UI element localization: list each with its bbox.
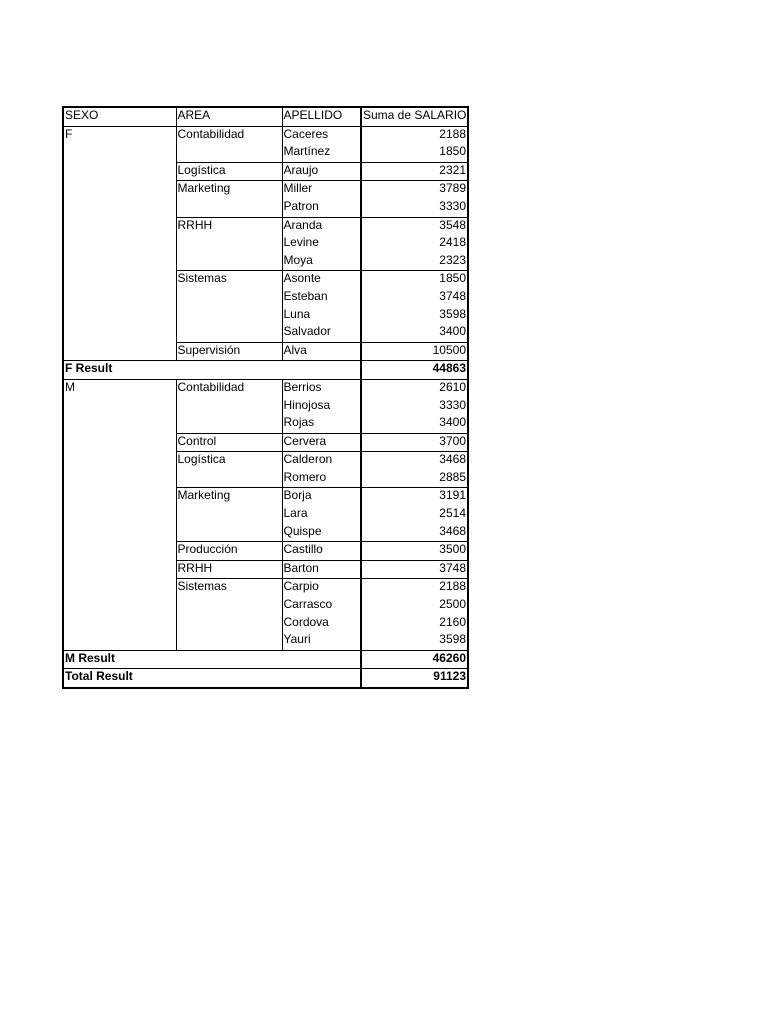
- salario-cell: 3598: [361, 632, 468, 650]
- header-row: [63, 107, 468, 126]
- table-row: [63, 271, 468, 289]
- sexo-cell: [63, 470, 176, 488]
- grand-total-value: 91123: [361, 669, 468, 688]
- table-row: [63, 253, 468, 271]
- table-row: [63, 470, 468, 488]
- sexo-cell: [63, 632, 176, 650]
- salario-cell: 3748: [361, 560, 468, 579]
- salario-cell: 3548: [361, 217, 468, 235]
- table-row: [63, 615, 468, 633]
- salario-cell: 2610: [361, 379, 468, 397]
- sexo-cell: [63, 144, 176, 162]
- salario-cell: 2500: [361, 597, 468, 615]
- table-row: [63, 126, 468, 144]
- table-row: [63, 579, 468, 597]
- apellido-cell: Berrios: [282, 379, 361, 397]
- apellido-cell: Castillo: [282, 542, 361, 561]
- apellido-cell: Moya: [282, 253, 361, 271]
- sexo-cell: [63, 524, 176, 542]
- sexo-cell: [63, 253, 176, 271]
- apellido-cell: Quispe: [282, 524, 361, 542]
- area-cell: Marketing: [176, 488, 282, 506]
- salario-cell: 3468: [361, 452, 468, 470]
- salario-cell: 3330: [361, 199, 468, 217]
- table-row: [63, 324, 468, 342]
- pivot-body: [63, 107, 468, 688]
- apellido-cell: Carpio: [282, 579, 361, 597]
- header-sexo: SEXO: [63, 107, 176, 126]
- table-row: [63, 235, 468, 253]
- area-cell: Sistemas: [176, 271, 282, 289]
- apellido-cell: Miller: [282, 181, 361, 199]
- table-row: [63, 506, 468, 524]
- sexo-cell: [63, 415, 176, 433]
- sexo-cell: [63, 506, 176, 524]
- table-row: [63, 307, 468, 325]
- salario-cell: 3330: [361, 398, 468, 416]
- sexo-cell: F: [63, 126, 176, 144]
- table-row: [63, 379, 468, 397]
- area-cell: [176, 632, 282, 650]
- sexo-cell: [63, 181, 176, 199]
- apellido-cell: Asonte: [282, 271, 361, 289]
- area-cell: [176, 415, 282, 433]
- table-row: [63, 144, 468, 162]
- sexo-cell: [63, 433, 176, 452]
- area-cell: [176, 199, 282, 217]
- apellido-cell: Romero: [282, 470, 361, 488]
- salario-cell: 2188: [361, 126, 468, 144]
- sexo-cell: [63, 398, 176, 416]
- grand-total-label: Total Result: [63, 669, 361, 688]
- sexo-cell: [63, 488, 176, 506]
- area-cell: [176, 597, 282, 615]
- sexo-cell: [63, 289, 176, 307]
- table-row: [63, 415, 468, 433]
- grand-total-row: [63, 669, 468, 688]
- area-cell: Producción: [176, 542, 282, 561]
- sexo-cell: [63, 597, 176, 615]
- area-cell: [176, 324, 282, 342]
- subtotal-row: [63, 650, 468, 669]
- area-cell: Sistemas: [176, 579, 282, 597]
- sexo-cell: [63, 342, 176, 361]
- apellido-cell: Calderon: [282, 452, 361, 470]
- sexo-cell: [63, 560, 176, 579]
- apellido-cell: Barton: [282, 560, 361, 579]
- apellido-cell: Carrasco: [282, 597, 361, 615]
- table-row: [63, 542, 468, 561]
- area-cell: Supervisión: [176, 342, 282, 361]
- sexo-cell: M: [63, 379, 176, 397]
- area-cell: [176, 615, 282, 633]
- sexo-cell: [63, 235, 176, 253]
- salario-cell: 3400: [361, 324, 468, 342]
- sexo-cell: [63, 452, 176, 470]
- salario-cell: 3191: [361, 488, 468, 506]
- salario-cell: 3598: [361, 307, 468, 325]
- sexo-cell: [63, 579, 176, 597]
- sexo-cell: [63, 615, 176, 633]
- subtotal-label: F Result: [63, 361, 361, 380]
- subtotal-value: 44863: [361, 361, 468, 380]
- salario-cell: 2885: [361, 470, 468, 488]
- sexo-cell: [63, 271, 176, 289]
- area-cell: [176, 235, 282, 253]
- area-cell: [176, 524, 282, 542]
- subtotal-label: M Result: [63, 650, 361, 669]
- header-area: AREA: [176, 107, 282, 126]
- sexo-cell: [63, 217, 176, 235]
- salario-cell: 1850: [361, 271, 468, 289]
- area-cell: RRHH: [176, 560, 282, 579]
- table-row: [63, 488, 468, 506]
- salario-cell: 2514: [361, 506, 468, 524]
- sexo-cell: [63, 199, 176, 217]
- area-cell: [176, 307, 282, 325]
- table-row: [63, 289, 468, 307]
- table-row: [63, 597, 468, 615]
- salario-cell: 2321: [361, 162, 468, 181]
- salario-cell: 2418: [361, 235, 468, 253]
- area-cell: Control: [176, 433, 282, 452]
- apellido-cell: Patron: [282, 199, 361, 217]
- table-row: [63, 181, 468, 199]
- area-cell: [176, 144, 282, 162]
- salario-cell: 3500: [361, 542, 468, 561]
- salario-cell: 2323: [361, 253, 468, 271]
- table-row: [63, 162, 468, 181]
- apellido-cell: Luna: [282, 307, 361, 325]
- apellido-cell: Hinojosa: [282, 398, 361, 416]
- apellido-cell: Araujo: [282, 162, 361, 181]
- salario-cell: 2160: [361, 615, 468, 633]
- table-row: [63, 452, 468, 470]
- table-row: [63, 632, 468, 650]
- area-cell: [176, 398, 282, 416]
- apellido-cell: Lara: [282, 506, 361, 524]
- salario-cell: 2188: [361, 579, 468, 597]
- table-row: [63, 217, 468, 235]
- area-cell: [176, 470, 282, 488]
- apellido-cell: Yauri: [282, 632, 361, 650]
- salario-cell: 3468: [361, 524, 468, 542]
- salario-cell: 1850: [361, 144, 468, 162]
- table-row: [63, 433, 468, 452]
- table-row: [63, 398, 468, 416]
- sexo-cell: [63, 307, 176, 325]
- apellido-cell: Alva: [282, 342, 361, 361]
- area-cell: Marketing: [176, 181, 282, 199]
- area-cell: RRHH: [176, 217, 282, 235]
- area-cell: [176, 506, 282, 524]
- table-row: [63, 560, 468, 579]
- area-cell: Contabilidad: [176, 126, 282, 144]
- area-cell: [176, 253, 282, 271]
- sexo-cell: [63, 324, 176, 342]
- header-suma-salario: Suma de SALARIO: [361, 107, 468, 126]
- salario-cell: 10500: [361, 342, 468, 361]
- apellido-cell: Martínez: [282, 144, 361, 162]
- apellido-cell: Borja: [282, 488, 361, 506]
- apellido-cell: Cordova: [282, 615, 361, 633]
- subtotal-value: 46260: [361, 650, 468, 669]
- table-row: [63, 342, 468, 361]
- sexo-cell: [63, 542, 176, 561]
- apellido-cell: Esteban: [282, 289, 361, 307]
- apellido-cell: Rojas: [282, 415, 361, 433]
- area-cell: Logística: [176, 452, 282, 470]
- area-cell: [176, 289, 282, 307]
- salario-cell: 3748: [361, 289, 468, 307]
- apellido-cell: Caceres: [282, 126, 361, 144]
- apellido-cell: Levine: [282, 235, 361, 253]
- salario-cell: 3700: [361, 433, 468, 452]
- pivot-table: [62, 106, 469, 689]
- apellido-cell: Aranda: [282, 217, 361, 235]
- sexo-cell: [63, 162, 176, 181]
- area-cell: Contabilidad: [176, 379, 282, 397]
- header-apellido: APELLIDO: [282, 107, 361, 126]
- salario-cell: 3400: [361, 415, 468, 433]
- salario-cell: 3789: [361, 181, 468, 199]
- table-row: [63, 524, 468, 542]
- subtotal-row: [63, 361, 468, 380]
- apellido-cell: Salvador: [282, 324, 361, 342]
- area-cell: Logística: [176, 162, 282, 181]
- apellido-cell: Cervera: [282, 433, 361, 452]
- table-row: [63, 199, 468, 217]
